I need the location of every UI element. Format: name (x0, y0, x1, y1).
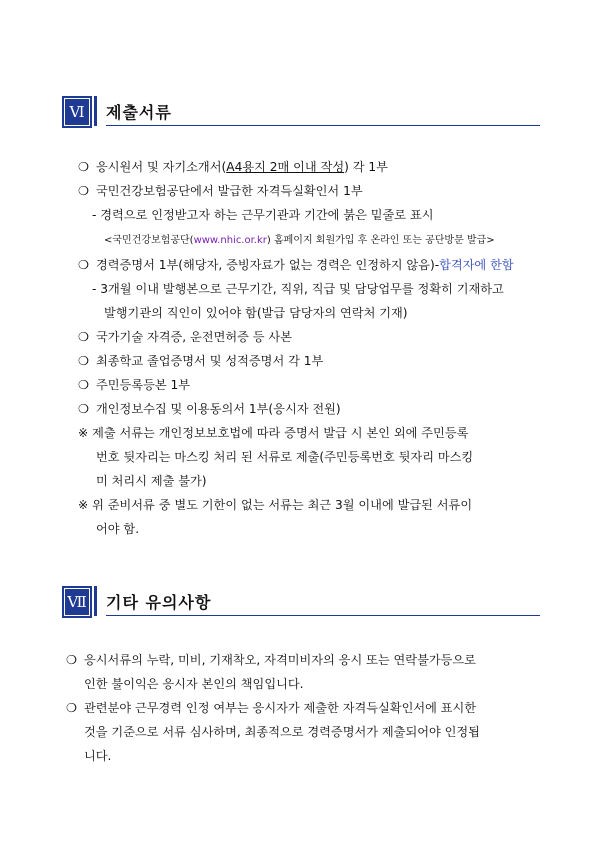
list-item: ❍ 관련분야 근무경력 인정 여부는 응시자가 제출한 자격득실확인서에 표시한 (66, 701, 477, 715)
list-item: ❍ 주민등록등본 1부 (78, 378, 191, 392)
section-6-number: Ⅵ (62, 96, 92, 128)
section-7-underline (106, 615, 540, 616)
list-item-continued: 것을 기준으로 서류 심사하며, 최종적으로 경력증명서가 제출되어야 인정됩 (84, 725, 480, 739)
nhic-link[interactable]: www.nhic.or.kr (193, 235, 267, 246)
circle-bullet-icon: ❍ (78, 330, 89, 344)
circle-bullet-icon: ❍ (78, 184, 89, 198)
section-7-header (62, 586, 540, 620)
list-item: ❍ 응시원서 및 자기소개서(A4용지 2매 이내 작성) 각 1부 (78, 160, 388, 174)
sub-item: - 3개월 이내 발행본으로 근무기간, 직위, 직급 및 담당업무를 정확히 기재하고 (92, 282, 504, 296)
circle-bullet-icon: ❍ (78, 258, 89, 272)
sub-item: - 경력으로 인정받고자 하는 근무기관과 기간에 붉은 밑줄로 표시 (92, 208, 434, 222)
section-7-number: Ⅶ (62, 586, 92, 618)
section-6-underline (106, 125, 540, 126)
list-item: ❍ 국민건강보험공단에서 발급한 자격득실확인서 1부 (78, 184, 363, 198)
circle-bullet-icon: ❍ (78, 378, 89, 392)
list-item-continued: 니다. (84, 749, 112, 763)
list-item: ❍ 응시서류의 누락, 미비, 기재착오, 자격미비자의 응시 또는 연락불가등으로 (66, 653, 476, 667)
note-line: 미 처리시 제출 불가) (96, 474, 207, 488)
circle-bullet-icon: ❍ (66, 653, 77, 667)
list-item: ❍ 경력증명서 1부(해당자, 증빙자료가 없는 경력은 인정하지 않음)-합격자에 한함 (78, 258, 514, 272)
section-6-bar (94, 96, 97, 126)
note-line: <국민건강보험공단(www.nhic.or.kr) 홈페이지 회원가입 후 온라인 또는 공단방문 발급> (104, 235, 495, 246)
note-line: ※ 위 준비서류 중 별도 기한이 없는 서류는 최근 3월 이내에 발급된 서류이 (78, 498, 473, 512)
sub-item-continued: 발행기관의 직인이 있어야 함(발급 담당자의 연락처 기재) (104, 306, 408, 320)
circle-bullet-icon: ❍ (78, 160, 89, 174)
list-item: ❍ 개인정보수집 및 이용동의서 1부(응시자 전원) (78, 402, 341, 416)
circle-bullet-icon: ❍ (66, 701, 77, 715)
circle-bullet-icon: ❍ (78, 354, 89, 368)
note-line: 어야 함. (96, 522, 140, 536)
note-line: ※ 제출 서류는 개인정보보호법에 따라 증명서 발급 시 본인 외에 주민등록 (78, 426, 469, 440)
list-item: ❍ 국가기술 자격증, 운전면허증 등 사본 (78, 330, 292, 344)
section-7-title: 기타 유의사항 (106, 593, 212, 612)
circle-bullet-icon: ❍ (78, 402, 89, 416)
list-item-continued: 인한 불이익은 응시자 본인의 책임입니다. (84, 677, 304, 691)
list-item: ❍ 최종학교 졸업증명서 및 성적증명서 각 1부 (78, 354, 324, 368)
section-6-title: 제출서류 (106, 103, 172, 122)
section-6-header (62, 96, 540, 130)
note-line: 번호 뒷자리는 마스킹 처리 된 서류로 제출(주민등록번호 뒷자리 마스킹 (96, 450, 474, 464)
section-7-bar (94, 586, 97, 616)
